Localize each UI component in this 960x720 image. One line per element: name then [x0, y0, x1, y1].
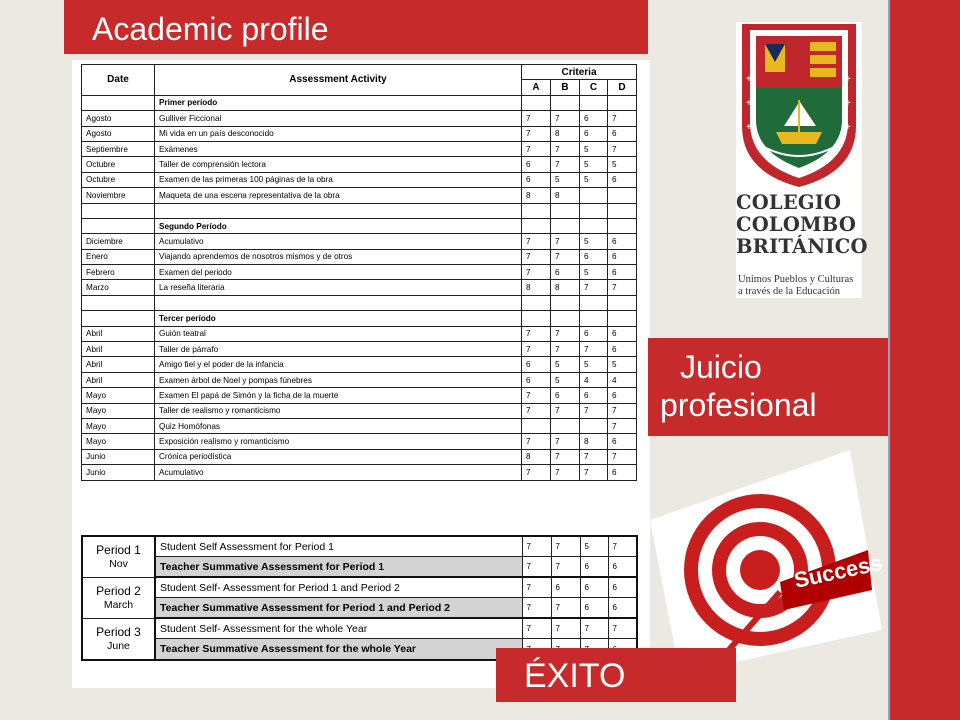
date-cell: Septiembre [82, 141, 155, 156]
target-icon [650, 450, 882, 674]
date-cell: Mayo [82, 418, 155, 433]
criteria-score-cell: 7 [580, 342, 608, 357]
summary-score-cell: 7 [580, 618, 608, 639]
criteria-score-cell: 7 [580, 280, 608, 295]
summary-score-cell: 7 [551, 598, 580, 619]
criteria-score-cell: 6 [608, 172, 637, 187]
criteria-score-cell [580, 218, 608, 233]
summary-score-cell: 6 [580, 557, 608, 578]
criteria-score-cell: 4 [580, 372, 608, 387]
criteria-score-cell: 6 [580, 249, 608, 264]
summary-table [81, 535, 638, 661]
svg-text:+: + [845, 122, 851, 133]
summary-rows [82, 536, 637, 660]
period-title: Primer período [155, 95, 522, 110]
table-row [82, 265, 637, 280]
date-cell [82, 218, 155, 233]
table-row [82, 326, 637, 341]
criteria-score-cell: 7 [522, 234, 551, 249]
criteria-score-cell: 5 [551, 372, 580, 387]
summary-score-cell: 7 [522, 618, 551, 639]
summary-score-cell: 7 [522, 577, 551, 598]
criteria-score-cell: 8 [551, 280, 580, 295]
svg-text:+: + [746, 74, 752, 85]
criteria-score-cell: 7 [522, 342, 551, 357]
criteria-score-cell: 6 [522, 172, 551, 187]
school-crest-icon [736, 22, 862, 190]
date-cell: Abril [82, 357, 155, 372]
date-cell: Febrero [82, 265, 155, 280]
summary-score-cell: 6 [608, 577, 637, 598]
criteria-score-cell: 8 [522, 188, 551, 203]
criteria-score-cell: 7 [580, 403, 608, 418]
activity-cell: Taller de realismo y romanticismo [155, 403, 522, 418]
criteria-score-cell: 6 [608, 465, 637, 480]
criteria-score-cell [580, 418, 608, 433]
date-cell: Marzo [82, 280, 155, 295]
date-cell: Mayo [82, 388, 155, 403]
criteria-score-cell: 7 [551, 234, 580, 249]
table-row [82, 249, 637, 264]
criteria-column-header: Criteria [522, 65, 637, 80]
svg-text:+: + [845, 98, 851, 109]
criteria-score-cell [608, 218, 637, 233]
table-row [82, 465, 637, 480]
table-row [82, 280, 637, 295]
criteria-score-cell: 6 [580, 326, 608, 341]
criteria-score-cell: 7 [522, 434, 551, 449]
activity-cell: Crónica periodística [155, 449, 522, 464]
criteria-score-cell: 6 [608, 434, 637, 449]
date-cell [82, 295, 155, 310]
assessment-table [81, 64, 637, 481]
table-row [82, 141, 637, 156]
table-row [82, 372, 637, 387]
criteria-score-cell [522, 295, 551, 310]
criteria-score-cell: 7 [551, 449, 580, 464]
criteria-score-cell: 6 [608, 234, 637, 249]
date-cell: Enero [82, 249, 155, 264]
criteria-score-cell: 5 [580, 265, 608, 280]
spacer-row [82, 295, 637, 310]
criteria-score-cell: 5 [551, 357, 580, 372]
summary-score-cell: 7 [522, 536, 551, 557]
date-cell: Agosto [82, 126, 155, 141]
period-name: Period 1 [96, 542, 141, 557]
summary-score-cell: 7 [551, 536, 580, 557]
summary-score-cell: 7 [608, 536, 637, 557]
activity-cell [155, 295, 522, 310]
activity-cell: Exposición realismo y romanticismo [155, 434, 522, 449]
criteria-score-cell [551, 295, 580, 310]
activity-cell: Acumulativo [155, 234, 522, 249]
activity-cell: Examen El papá de Simón y la ficha de la muerte [155, 388, 522, 403]
criteria-score-cell [580, 203, 608, 218]
criteria-score-cell: 7 [608, 141, 637, 156]
date-cell: Diciembre [82, 234, 155, 249]
summary-score-cell: 6 [580, 577, 608, 598]
college-name: COLEGIO COLOMBO BRITÁNICO [736, 191, 868, 258]
criteria-c-header: C [580, 80, 608, 95]
table-row [82, 157, 637, 172]
criteria-score-cell: 5 [580, 357, 608, 372]
self-assessment-row [82, 536, 637, 557]
criteria-score-cell [551, 418, 580, 433]
criteria-score-cell: 6 [608, 249, 637, 264]
criteria-score-cell [522, 218, 551, 233]
criteria-score-cell: 6 [608, 265, 637, 280]
criteria-score-cell [608, 203, 637, 218]
period-month: June [107, 639, 130, 652]
table-row [82, 418, 637, 433]
date-cell: Abril [82, 326, 155, 341]
criteria-score-cell: 6 [580, 388, 608, 403]
criteria-score-cell: 7 [551, 249, 580, 264]
spacer-row [82, 203, 637, 218]
criteria-score-cell [551, 218, 580, 233]
criteria-score-cell: 7 [551, 465, 580, 480]
activity-cell: Examen del periodo [155, 265, 522, 280]
criteria-score-cell: 5 [608, 357, 637, 372]
criteria-score-cell: 7 [522, 388, 551, 403]
teacher-assessment-row [82, 598, 637, 619]
date-cell: Junio [82, 449, 155, 464]
criteria-score-cell [551, 203, 580, 218]
criteria-score-cell: 7 [608, 403, 637, 418]
criteria-score-cell [522, 203, 551, 218]
activity-cell: Acumulativo [155, 465, 522, 480]
period-label [82, 536, 155, 577]
self-assessment-row [82, 577, 637, 598]
criteria-score-cell: 7 [522, 326, 551, 341]
date-cell: Abril [82, 372, 155, 387]
criteria-score-cell [580, 311, 608, 326]
criteria-score-cell: 7 [608, 449, 637, 464]
criteria-score-cell [522, 311, 551, 326]
right-accent-bar [888, 0, 960, 720]
criteria-score-cell [608, 295, 637, 310]
criteria-score-cell: 7 [522, 265, 551, 280]
criteria-score-cell [522, 418, 551, 433]
svg-text:+: + [746, 98, 752, 109]
period-title: Tercer período [155, 311, 522, 326]
activity-cell: Exámenes [155, 141, 522, 156]
criteria-score-cell: 6 [608, 326, 637, 341]
period-name: Period 3 [96, 624, 141, 639]
table-row [82, 172, 637, 187]
criteria-score-cell: 6 [522, 357, 551, 372]
period-label [82, 577, 155, 618]
table-row [82, 449, 637, 464]
assessment-rows [82, 95, 637, 480]
date-column-header: Date [82, 65, 155, 96]
table-row [82, 234, 637, 249]
activity-cell: Gulliver Ficcional [155, 111, 522, 126]
table-row [82, 388, 637, 403]
criteria-score-cell: 8 [580, 434, 608, 449]
criteria-score-cell: 7 [522, 141, 551, 156]
criteria-score-cell: 7 [551, 403, 580, 418]
criteria-d-header: D [608, 80, 637, 95]
table-row [82, 126, 637, 141]
summary-score-cell: 7 [522, 557, 551, 578]
criteria-score-cell: 7 [522, 403, 551, 418]
period-header-row [82, 311, 637, 326]
self-assessment-activity: Student Self- Assessment for Period 1 and Period 2 [155, 577, 522, 598]
date-cell: Mayo [82, 403, 155, 418]
summary-score-cell: 6 [608, 557, 637, 578]
activity-cell: Viajando aprendemos de nosotros mismos y de otros [155, 249, 522, 264]
criteria-score-cell: 6 [608, 342, 637, 357]
period-month: March [103, 598, 134, 611]
criteria-score-cell: 4 [608, 372, 637, 387]
activity-cell: Mi vida en un país desconocido [155, 126, 522, 141]
activity-cell: Maqueta de una escena representativa de la obra [155, 188, 522, 203]
teacher-assessment-activity: Teacher Summative Assessment for Period 1 [155, 557, 522, 578]
academic-profile-document [72, 60, 650, 688]
teacher-assessment-activity: Teacher Summative Assessment for the whole Year [155, 639, 522, 660]
criteria-score-cell: 6 [608, 126, 637, 141]
summary-score-cell: 7 [551, 557, 580, 578]
criteria-score-cell: 5 [580, 141, 608, 156]
activity-cell: La reseña literaria [155, 280, 522, 295]
criteria-score-cell: 7 [608, 111, 637, 126]
success-label: ÉXITO [496, 648, 736, 702]
period-month: Nov [109, 557, 128, 570]
svg-text:+: + [746, 122, 752, 133]
period-name: Period 2 [96, 583, 141, 598]
criteria-b-header: B [551, 80, 580, 95]
criteria-score-cell: 7 [580, 465, 608, 480]
table-row [82, 188, 637, 203]
criteria-score-cell: 7 [522, 465, 551, 480]
period-title: Segundo Período [155, 218, 522, 233]
date-cell [82, 311, 155, 326]
teacher-assessment-row [82, 557, 637, 578]
table-row [82, 111, 637, 126]
criteria-score-cell: 7 [551, 141, 580, 156]
date-cell: Octubre [82, 172, 155, 187]
criteria-score-cell: 8 [551, 126, 580, 141]
criteria-score-cell: 5 [580, 234, 608, 249]
date-cell: Noviembre [82, 188, 155, 203]
table-header-row [82, 65, 637, 80]
criteria-score-cell: 7 [551, 434, 580, 449]
success-target-image [650, 450, 882, 674]
professional-judgment-label: Juicio profesional [648, 338, 888, 436]
self-assessment-activity: Student Self Assessment for Period 1 [155, 536, 522, 557]
date-cell: Mayo [82, 434, 155, 449]
date-cell: Junio [82, 465, 155, 480]
criteria-score-cell: 8 [522, 449, 551, 464]
activity-cell: Taller de comprensión lectora [155, 157, 522, 172]
table-row [82, 342, 637, 357]
criteria-score-cell: 6 [522, 157, 551, 172]
criteria-a-header: A [522, 80, 551, 95]
criteria-score-cell: 6 [551, 265, 580, 280]
success-arrow-text: Success [791, 549, 882, 593]
activity-cell: Taller de párrafo [155, 342, 522, 357]
activity-cell: Amigo fiel y el poder de la infancia [155, 357, 522, 372]
criteria-score-cell [551, 95, 580, 110]
activity-cell: Quiz Homófonas [155, 418, 522, 433]
summary-score-cell: 5 [580, 536, 608, 557]
criteria-score-cell [580, 295, 608, 310]
criteria-score-cell: 6 [608, 388, 637, 403]
criteria-score-cell [580, 95, 608, 110]
criteria-score-cell: 6 [551, 388, 580, 403]
criteria-score-cell: 5 [580, 157, 608, 172]
criteria-score-cell: 7 [522, 249, 551, 264]
activity-cell [155, 203, 522, 218]
summary-score-cell: 6 [608, 598, 637, 619]
criteria-score-cell: 7 [551, 326, 580, 341]
criteria-score-cell: 7 [608, 418, 637, 433]
criteria-score-cell: 7 [551, 342, 580, 357]
svg-text:+: + [845, 74, 851, 85]
criteria-score-cell [608, 311, 637, 326]
table-row [82, 434, 637, 449]
criteria-score-cell: 6 [522, 372, 551, 387]
self-assessment-row [82, 618, 637, 639]
table-row [82, 357, 637, 372]
activity-column-header: Assessment Activity [155, 65, 522, 96]
summary-score-cell: 6 [580, 598, 608, 619]
date-cell [82, 95, 155, 110]
date-cell: Agosto [82, 111, 155, 126]
summary-score-cell: 6 [551, 577, 580, 598]
activity-cell: Guión teatral [155, 326, 522, 341]
criteria-score-cell [551, 311, 580, 326]
period-label [82, 618, 155, 659]
criteria-score-cell: 8 [551, 188, 580, 203]
criteria-score-cell: 7 [551, 111, 580, 126]
activity-cell: Examen árbol de Noel y pompas fúnebres [155, 372, 522, 387]
school-logo [736, 22, 868, 298]
criteria-score-cell: 7 [608, 280, 637, 295]
criteria-score-cell [580, 188, 608, 203]
criteria-score-cell: 5 [580, 172, 608, 187]
criteria-score-cell [608, 95, 637, 110]
criteria-score-cell [522, 95, 551, 110]
summary-score-cell: 7 [551, 618, 580, 639]
period-header-row [82, 218, 637, 233]
slide-title: Academic profile [64, 0, 648, 54]
teacher-assessment-activity: Teacher Summative Assessment for Period 1 and Period 2 [155, 598, 522, 619]
criteria-score-cell [608, 188, 637, 203]
table-row [82, 403, 637, 418]
period-header-row [82, 95, 637, 110]
college-tagline: Unimos Pueblos y Culturas a través de la Educación [738, 274, 854, 297]
date-cell [82, 203, 155, 218]
criteria-score-cell: 7 [580, 449, 608, 464]
criteria-score-cell: 6 [580, 111, 608, 126]
self-assessment-activity: Student Self- Assessment for the whole Year [155, 618, 522, 639]
criteria-score-cell: 7 [551, 157, 580, 172]
summary-score-cell: 7 [608, 618, 637, 639]
criteria-score-cell: 7 [522, 126, 551, 141]
criteria-score-cell: 6 [580, 126, 608, 141]
criteria-score-cell: 7 [522, 111, 551, 126]
criteria-score-cell: 8 [522, 280, 551, 295]
activity-cell: Examen de las primeras 100 páginas de la obra [155, 172, 522, 187]
date-cell: Abril [82, 342, 155, 357]
criteria-score-cell: 5 [608, 157, 637, 172]
date-cell: Octubre [82, 157, 155, 172]
criteria-score-cell: 5 [551, 172, 580, 187]
summary-score-cell: 7 [522, 598, 551, 619]
